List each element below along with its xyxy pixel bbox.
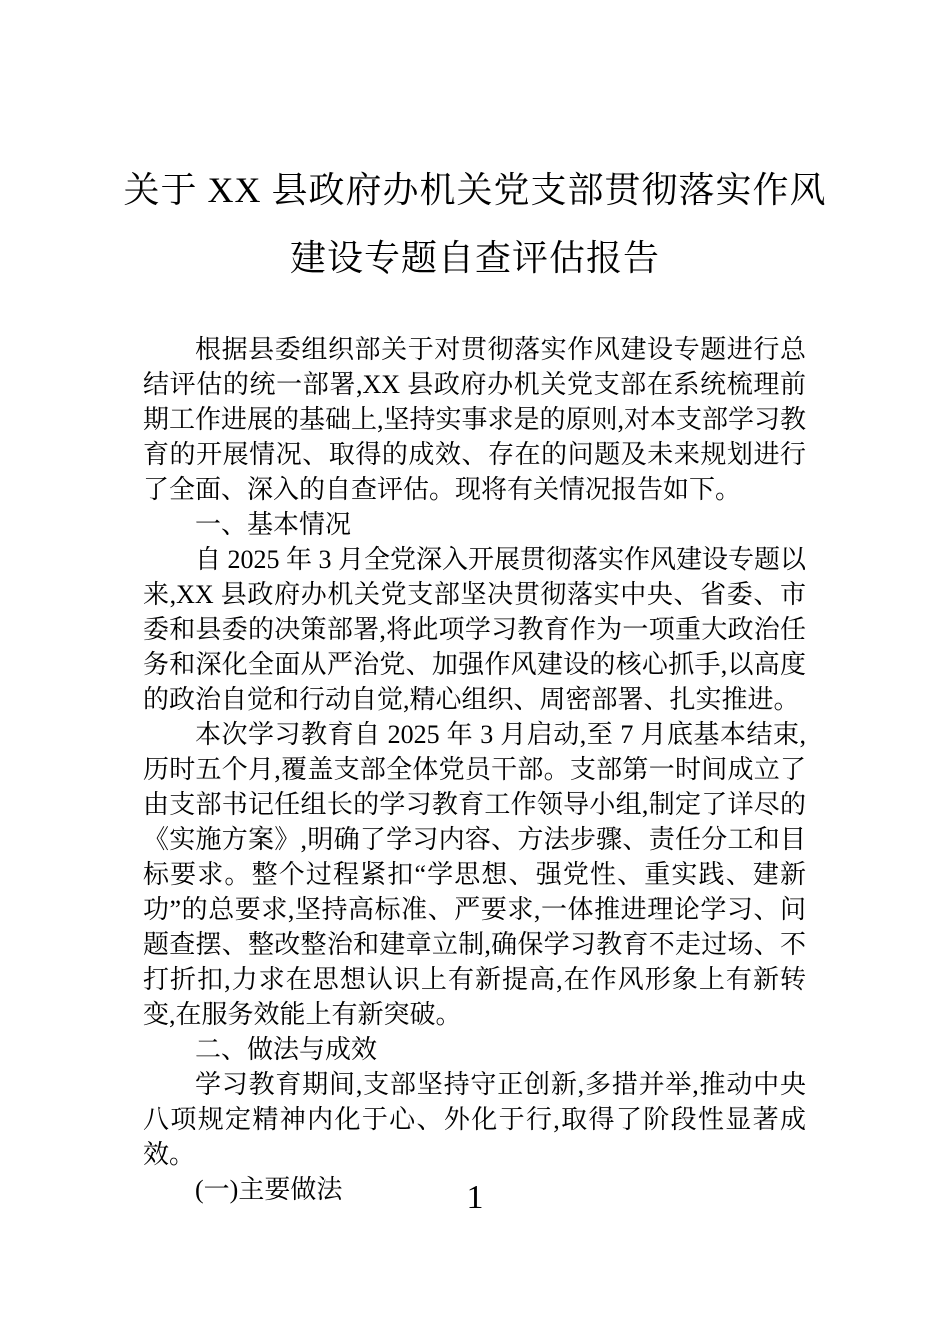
document-title-line-1: 关于 XX 县政府办机关党支部贯彻落实作风 xyxy=(123,170,827,210)
document-body xyxy=(143,332,806,1207)
section-heading-2: 二、做法与成效 xyxy=(195,1035,378,1064)
document-title xyxy=(0,0,950,292)
section-heading-1: 一、基本情况 xyxy=(195,510,352,539)
subsection-heading-main-practices: (一)主要做法 xyxy=(195,1175,343,1204)
document-title-line-2: 建设专题自查评估报告 xyxy=(289,238,660,278)
paragraph-intro: 根据县委组织部关于对贯彻落实作风建设专题进行总结评估的统一部署,XX 县政府办机关党支部在系统梳理前期工作进展的基础上,坚持实事求是的原则,对本支部学习教育的开展情况、取得的成效、存在的问题及未来规划进行了全面、深入的自查评估。现将有关情况报告如下。 xyxy=(143,335,807,504)
paragraph-basic-situation-1: 自 2025 年 3 月全党深入开展贯彻落实作风建设专题以来,XX 县政府办机关党支部坚决贯彻落实中央、省委、市委和县委的决策部署,将此项学习教育作为一项重大政治任务和深化全面从严治党、加强作风建设的核心抓手,以高度的政治自觉和行动自觉,精心组织、周密部署、扎实推进。 xyxy=(143,545,807,714)
paragraph-methods-results: 学习教育期间,支部坚持守正创新,多措并举,推动中央八项规定精神内化于心、外化于行,取得了阶段性显著成效。 xyxy=(143,1070,806,1169)
paragraph-basic-situation-2: 本次学习教育自 2025 年 3 月启动,至 7 月底基本结束,历时五个月,覆盖支部全体党员干部。支部第一时间成立了由支部书记任组长的学习教育工作领导小组,制定了详尽的《实施方案》,明确了学习内容、方法步骤、责任分工和目标要求。整个过程紧扣“学思想、强党性、重实践、建新功”的总要求,坚持高标准、严要求,一体推进理论学习、问题查摆、整改整治和建章立制,确保学习教育不走过场、不打折扣,力求在思想认识上有新提高,在作风形象上有新转变,在服务效能上有新突破。 xyxy=(143,720,806,1029)
page-number: 1 xyxy=(466,1179,484,1216)
